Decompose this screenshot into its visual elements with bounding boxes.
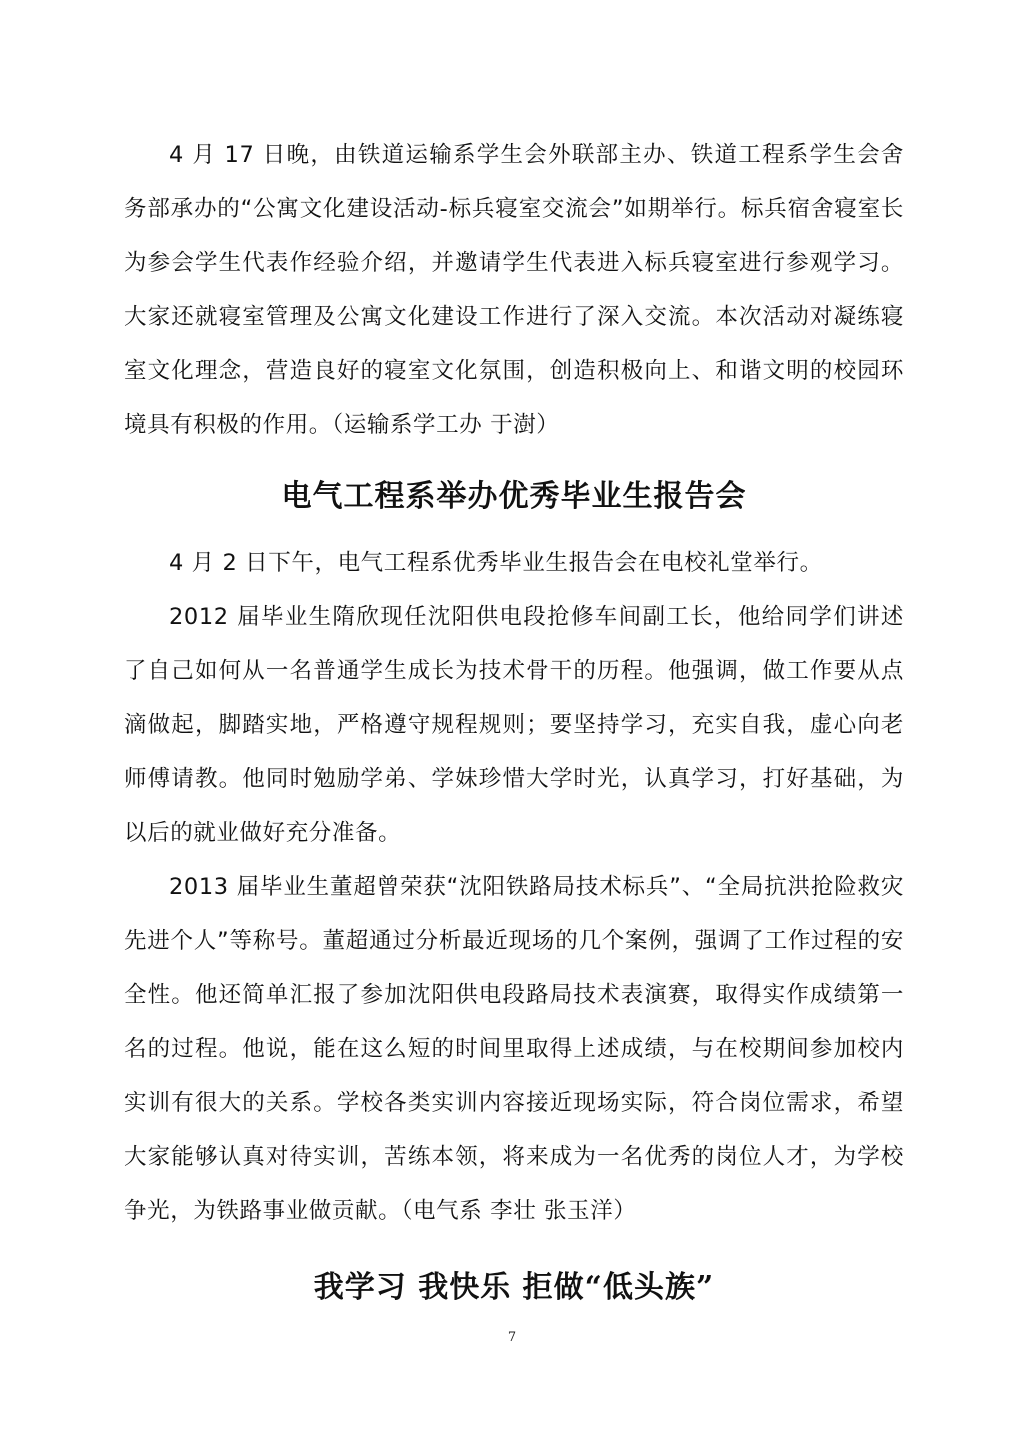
- paragraph-2012-graduate: 2012 届毕业生隋欣现任沈阳供电段抢修车间副工长，他给同学们讲述了自己如何从一名普通学生成长为技术骨干的历程。他强调，做工作要从点滴做起，脚踏实地，严格遵守规程规则；要坚持学习，充实自我，虚心向老师傅请教。他同时勉励学弟、学妹珍惜大学时光，认真学习，打好基础，为以后的就业做好充分准备。: [124, 604, 904, 846]
- page-number: 7: [507, 1330, 517, 1345]
- paragraph-report-intro: 4 月 2 日下午，电气工程系优秀毕业生报告会在电校礼堂举行。: [169, 550, 823, 576]
- section-title-graduate-report: 电气工程系举办优秀毕业生报告会: [281, 479, 747, 514]
- paragraph-dorm-exchange: 4 月 17 日晚，由铁道运输系学生会外联部主办、铁道工程系学生会舍务部承办的“公寓文化建设活动-标兵寝室交流会”如期举行。标兵宿舍寝室长为参会学生代表作经验介绍，并邀请学生代表进入标兵寝室进行参观学习。大家还就寝室管理及公寓文化建设工作进行了深入交流。本次活动对凝练寝室文化理念，营造良好的寝室文化氛围，创造积极向上、和谐文明的校园环境具有积极的作用。（运输系学工办 于澍）: [124, 142, 904, 438]
- paragraph-2013-graduate: 2013 届毕业生董超曾荣获“沈阳铁路局技术标兵”、“全局抗洪抢险救灾先进个人”等称号。董超通过分析最近现场的几个案例，强调了工作过程的安全性。他还简单汇报了参加沈阳供电段路局技术表演赛，取得实作成绩第一名的过程。他说，能在这么短的时间里取得上述成绩，与在校期间参加校内实训有很大的关系。学校各类实训内容接近现场实际，符合岗位需求，希望大家能够认真对待实训，苦练本领，将来成为一名优秀的岗位人才，为学校争光，为铁路事业做贡献。（电气系 李壮 张玉洋）: [124, 874, 904, 1224]
- section-title-study-happy: 我学习 我快乐 拒做“低头族”: [313, 1270, 715, 1305]
- document-page: [124, 128, 904, 1328]
